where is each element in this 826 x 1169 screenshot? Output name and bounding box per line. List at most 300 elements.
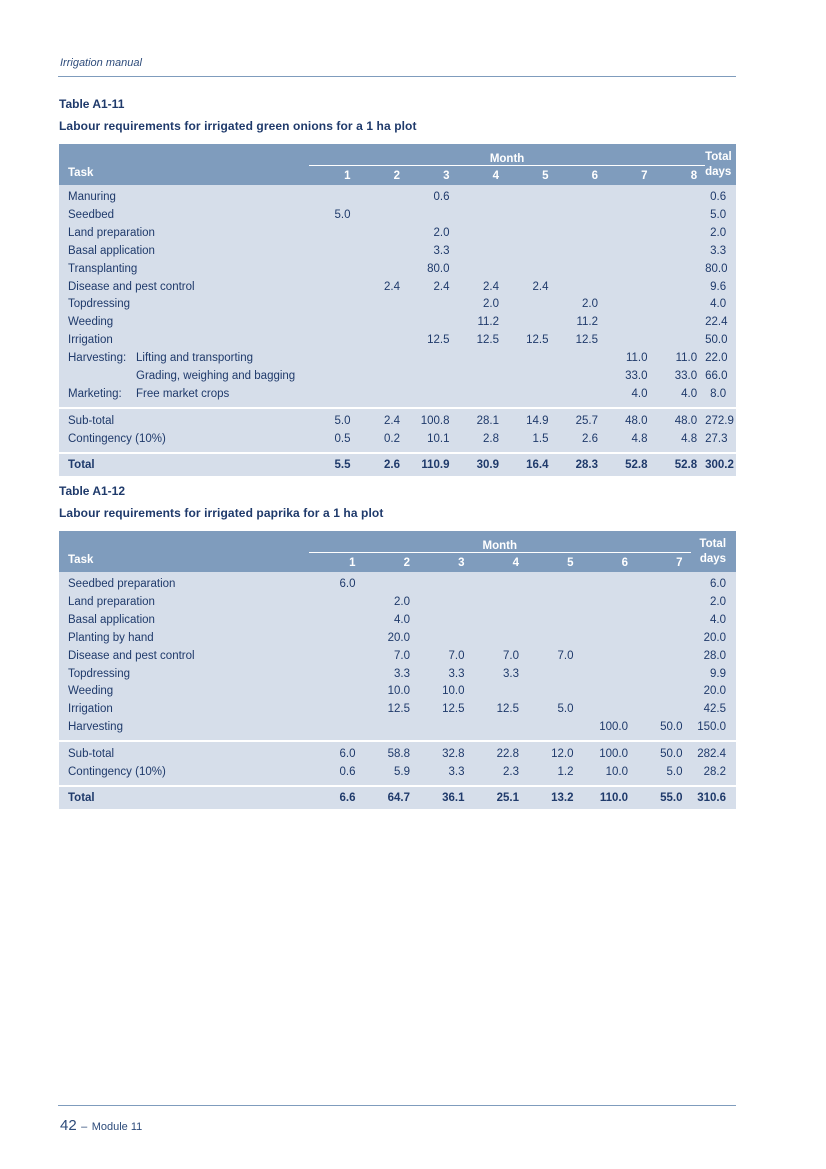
task-cell: Topdressing — [68, 667, 131, 680]
table-row — [59, 207, 736, 225]
month-value-cell — [309, 296, 359, 314]
month-value-cell: 100.0 — [599, 721, 628, 734]
month-value-cell: 80.0 — [427, 262, 450, 275]
table-row — [59, 368, 736, 386]
month-number-header: 1 — [349, 556, 356, 569]
month-value-cell — [636, 612, 691, 630]
grand-total-row — [59, 787, 736, 809]
month-value-cell — [606, 314, 656, 332]
month-value-cell — [636, 648, 691, 666]
month-value-cell: 11.0 — [675, 352, 698, 365]
month-value-cell — [582, 572, 637, 594]
month-value-cell — [636, 666, 691, 684]
month-value-cell — [656, 225, 706, 243]
month-number-header: 2 — [403, 556, 410, 569]
month-value-cell — [507, 296, 557, 314]
total-days-cell: 50.0 — [705, 334, 728, 347]
task-sub-label: Lifting and transporting — [136, 352, 253, 365]
month-value-cell — [507, 350, 557, 368]
month-value-cell: 4.0 — [394, 613, 410, 626]
row-label: Total — [68, 458, 95, 471]
month-value-cell — [418, 572, 473, 594]
table-row — [59, 296, 736, 314]
month-value-cell: 2.4 — [433, 280, 450, 293]
row-label: Sub-total — [68, 748, 115, 761]
table-row — [59, 683, 736, 701]
month-value-cell — [418, 594, 473, 612]
month-number-header: 5 — [567, 556, 574, 569]
month-value-cell: 7.0 — [557, 649, 574, 662]
task-cell: Weeding — [68, 316, 114, 329]
month-value-cell — [557, 261, 607, 279]
month-value-cell — [364, 719, 419, 741]
table-row — [59, 243, 736, 261]
table-row — [59, 719, 736, 741]
month-value-cell: 4.0 — [681, 387, 698, 400]
row-label: Sub-total — [68, 414, 115, 427]
total-days-cell: 22.0 — [705, 352, 728, 365]
month-value-cell: 100.0 — [599, 748, 628, 761]
total-days-cell: 8.0 — [710, 387, 727, 400]
table-title: Labour requirements for irrigated paprika for a 1 ha plot — [59, 506, 384, 520]
total-days-cell: 310.6 — [697, 791, 727, 804]
month-value-cell — [408, 368, 458, 386]
task-cell: Land preparation — [68, 595, 155, 608]
total-days-cell: 2.0 — [710, 226, 727, 239]
month-value-cell — [408, 386, 458, 408]
month-value-cell: 2.4 — [532, 280, 549, 293]
month-value-cell: 58.8 — [387, 748, 410, 761]
month-value-cell — [527, 683, 582, 701]
subtotal-row — [59, 409, 736, 431]
total-days-cell: 66.0 — [705, 370, 728, 383]
month-value-cell: 12.5 — [427, 334, 450, 347]
month-value-cell — [458, 386, 508, 408]
total-days-cell: 0.6 — [710, 191, 727, 203]
month-value-cell — [473, 594, 528, 612]
month-value-cell: 55.0 — [660, 791, 683, 804]
month-value-cell — [309, 683, 364, 701]
month-value-cell — [359, 350, 409, 368]
month-value-cell — [606, 225, 656, 243]
month-value-cell — [606, 332, 656, 350]
month-value-cell: 11.0 — [625, 352, 648, 365]
total-days-cell: 42.5 — [703, 703, 727, 716]
month-value-cell: 5.0 — [334, 414, 351, 427]
month-value-cell: 33.0 — [625, 370, 648, 383]
month-value-cell — [418, 612, 473, 630]
month-value-cell — [408, 207, 458, 225]
month-value-cell — [309, 279, 359, 297]
month-value-cell: 5.5 — [334, 458, 351, 471]
month-number-header: 3 — [458, 556, 465, 569]
task-column-header: Task — [68, 167, 94, 179]
task-cell: Basal application — [68, 244, 155, 257]
task-cell: Topdressing — [68, 298, 131, 311]
month-number-header: 2 — [393, 169, 400, 182]
month-value-cell: 12.5 — [526, 334, 549, 347]
month-value-cell: 2.4 — [384, 414, 400, 427]
table-row — [59, 185, 736, 207]
task-sub-label: Free market crops — [136, 387, 230, 400]
month-value-cell — [557, 207, 607, 225]
task-cell: Disease and pest control — [68, 280, 195, 293]
month-value-cell: 10.0 — [387, 685, 410, 698]
month-value-cell: 0.6 — [339, 766, 356, 779]
month-value-cell — [359, 185, 409, 207]
month-value-cell — [309, 719, 364, 741]
month-value-cell: 12.5 — [387, 703, 410, 716]
month-value-cell — [656, 296, 706, 314]
header-row — [59, 144, 736, 166]
month-value-cell: 12.5 — [442, 703, 465, 716]
month-value-cell: 3.3 — [448, 766, 465, 779]
month-value-cell — [557, 386, 607, 408]
month-value-cell: 2.6 — [582, 432, 598, 445]
total-days-cell: 9.6 — [710, 280, 727, 293]
month-value-cell — [359, 207, 409, 225]
month-value-cell — [359, 332, 409, 350]
month-value-cell — [309, 332, 359, 350]
month-number-header: 1 — [344, 169, 351, 182]
total-days-cell: 5.0 — [710, 208, 727, 221]
month-number-header: 7 — [676, 556, 683, 569]
table-row — [59, 225, 736, 243]
month-value-cell — [582, 683, 637, 701]
task-cell: Seedbed preparation — [68, 578, 176, 590]
total-days-cell: 9.9 — [710, 667, 727, 680]
month-value-cell: 1.5 — [532, 432, 549, 445]
month-value-cell: 50.0 — [660, 721, 683, 734]
month-value-cell — [473, 630, 528, 648]
table-row — [59, 630, 736, 648]
table-number: Table A1-12 — [59, 484, 126, 498]
month-value-cell: 0.2 — [384, 432, 400, 445]
month-value-cell — [473, 683, 528, 701]
month-value-cell: 36.1 — [442, 791, 465, 804]
total-days-cell: 80.0 — [705, 262, 728, 275]
month-value-cell — [309, 648, 364, 666]
month-value-cell: 10.0 — [605, 766, 628, 779]
task-cell: Transplanting — [68, 262, 138, 275]
month-value-cell — [606, 185, 656, 207]
month-number-header: 5 — [542, 169, 549, 182]
month-value-cell: 64.7 — [387, 791, 410, 804]
month-value-cell: 2.0 — [582, 298, 598, 311]
task-cell: Seedbed — [68, 208, 115, 221]
month-value-cell: 4.0 — [631, 387, 648, 400]
month-value-cell: 110.0 — [599, 791, 628, 804]
task-group-label: Harvesting: — [68, 352, 127, 365]
task-cell: Weeding — [68, 685, 114, 698]
month-value-cell: 33.0 — [674, 370, 698, 383]
month-value-cell — [606, 243, 656, 261]
month-value-cell: 5.0 — [557, 703, 574, 716]
month-value-cell: 3.3 — [503, 667, 519, 680]
month-value-cell: 6.0 — [339, 578, 356, 590]
month-value-cell — [458, 243, 508, 261]
month-value-cell — [582, 630, 637, 648]
month-value-cell — [473, 612, 528, 630]
month-value-cell — [557, 279, 607, 297]
footer-separator: – — [81, 1121, 88, 1133]
month-value-cell — [557, 350, 607, 368]
task-cell: Harvesting — [68, 721, 123, 734]
month-value-cell — [309, 612, 364, 630]
month-value-cell: 100.8 — [420, 414, 450, 427]
month-value-cell: 48.0 — [625, 414, 648, 427]
month-value-cell — [309, 368, 359, 386]
month-number-header: 4 — [492, 169, 499, 182]
month-value-cell: 12.0 — [551, 748, 574, 761]
month-value-cell: 0.5 — [334, 432, 351, 445]
month-value-cell — [507, 368, 557, 386]
month-value-cell — [359, 243, 409, 261]
table-row — [59, 332, 736, 350]
task-cell: Irrigation — [68, 334, 113, 347]
total-days-cell: 300.2 — [705, 458, 734, 471]
month-value-cell: 7.0 — [394, 649, 410, 662]
total-days-column-header: Total days — [705, 150, 732, 178]
table-row — [59, 314, 736, 332]
row-label: Total — [68, 791, 95, 804]
month-value-cell: 10.1 — [427, 432, 450, 445]
table-row — [59, 612, 736, 630]
month-value-cell: 52.8 — [674, 458, 698, 471]
month-value-cell: 3.3 — [394, 667, 410, 680]
total-days-cell: 20.0 — [703, 685, 727, 698]
month-value-cell — [458, 350, 508, 368]
month-value-cell — [527, 666, 582, 684]
month-value-cell — [359, 368, 409, 386]
month-value-cell — [656, 243, 706, 261]
month-value-cell — [527, 572, 582, 594]
month-value-cell — [507, 243, 557, 261]
table-row — [59, 572, 736, 594]
table-row — [59, 594, 736, 612]
task-column-header: Task — [68, 554, 94, 566]
month-number-header: 4 — [512, 556, 519, 569]
month-value-cell — [408, 350, 458, 368]
month-value-cell: 110.9 — [421, 458, 450, 471]
month-value-cell: 11.2 — [477, 316, 499, 329]
month-value-cell — [606, 261, 656, 279]
month-value-cell — [527, 594, 582, 612]
total-days-cell: 3.3 — [710, 244, 727, 257]
month-value-cell — [636, 701, 691, 719]
task-cell — [59, 368, 309, 386]
month-value-cell — [309, 350, 359, 368]
month-value-cell — [458, 207, 508, 225]
month-value-cell: 28.1 — [476, 414, 499, 427]
table-row — [59, 350, 736, 368]
task-sub-label: Grading, weighing and bagging — [136, 370, 296, 383]
month-value-cell: 25.7 — [575, 414, 598, 427]
header-rule — [58, 76, 736, 77]
month-value-cell: 20.0 — [387, 631, 410, 644]
page-number: 42 — [60, 1117, 77, 1134]
month-value-cell — [309, 386, 359, 408]
month-value-cell — [507, 225, 557, 243]
month-value-cell: 50.0 — [660, 748, 683, 761]
month-value-cell — [636, 594, 691, 612]
month-value-cell: 22.8 — [496, 748, 519, 761]
month-value-cell — [309, 630, 364, 648]
month-value-cell: 12.5 — [496, 703, 519, 716]
month-value-cell — [359, 225, 409, 243]
month-number-header: 7 — [641, 169, 648, 182]
month-value-cell — [507, 314, 557, 332]
month-value-cell: 5.0 — [334, 208, 351, 221]
total-days-column-header: Total days — [699, 537, 727, 565]
table-a1-11-block — [59, 97, 736, 476]
month-value-cell — [507, 185, 557, 207]
month-value-cell: 6.0 — [339, 748, 356, 761]
total-days-cell: 4.0 — [710, 613, 727, 626]
month-value-cell — [507, 261, 557, 279]
month-value-cell — [557, 225, 607, 243]
month-value-cell — [582, 666, 637, 684]
month-value-cell — [359, 386, 409, 408]
month-value-cell: 1.2 — [557, 766, 574, 779]
month-value-cell: 2.6 — [384, 458, 400, 471]
task-cell: Manuring — [68, 191, 116, 203]
month-value-cell — [582, 594, 637, 612]
month-value-cell — [309, 185, 359, 207]
task-cell: Disease and pest control — [68, 649, 195, 662]
month-value-cell — [458, 185, 508, 207]
total-days-cell: 2.0 — [710, 595, 727, 608]
month-value-cell — [359, 296, 409, 314]
month-value-cell — [606, 279, 656, 297]
total-days-cell: 28.0 — [703, 649, 727, 662]
month-value-cell: 7.0 — [503, 649, 519, 662]
task-cell: Irrigation — [68, 703, 113, 716]
month-value-cell: 12.5 — [476, 334, 499, 347]
total-days-cell: 282.4 — [697, 748, 727, 761]
month-value-cell: 4.8 — [631, 432, 648, 445]
month-number-header: 3 — [443, 169, 450, 182]
contingency-row — [59, 431, 736, 453]
month-value-cell — [606, 296, 656, 314]
month-value-cell — [309, 701, 364, 719]
month-value-cell: 25.1 — [496, 791, 519, 804]
month-column-header: Month — [309, 531, 691, 553]
month-value-cell — [364, 572, 419, 594]
task-cell — [59, 350, 309, 368]
month-value-cell: 3.3 — [448, 667, 465, 680]
month-value-cell — [473, 572, 528, 594]
month-value-cell — [458, 261, 508, 279]
total-days-cell: 28.2 — [703, 766, 727, 779]
grand-total-row — [59, 454, 736, 476]
month-value-cell — [656, 207, 706, 225]
month-value-cell: 7.0 — [448, 649, 465, 662]
month-value-cell — [527, 719, 582, 741]
month-value-cell — [309, 314, 359, 332]
month-value-cell — [582, 648, 637, 666]
month-value-cell: 16.4 — [526, 458, 549, 471]
running-header: Irrigation manual — [60, 57, 142, 69]
month-value-cell: 48.0 — [674, 414, 698, 427]
month-value-cell: 30.9 — [476, 458, 499, 471]
subtotal-row — [59, 742, 736, 764]
total-days-cell: 4.0 — [710, 298, 727, 311]
month-value-cell: 2.4 — [483, 280, 499, 293]
month-value-cell — [418, 630, 473, 648]
month-value-cell — [359, 314, 409, 332]
table-row — [59, 701, 736, 719]
month-value-cell — [656, 261, 706, 279]
month-value-cell — [656, 332, 706, 350]
month-number-header: 8 — [690, 169, 698, 182]
month-value-cell — [309, 666, 364, 684]
month-value-cell: 4.8 — [681, 432, 698, 445]
total-days-cell: 272.9 — [705, 414, 734, 427]
month-value-cell — [582, 701, 637, 719]
header-row — [59, 531, 736, 553]
table-row — [59, 261, 736, 279]
task-cell — [59, 386, 309, 408]
table-row — [59, 666, 736, 684]
table-row — [59, 648, 736, 666]
month-value-cell — [309, 261, 359, 279]
month-value-cell — [656, 314, 706, 332]
month-column-header: Month — [309, 144, 705, 166]
month-value-cell — [636, 683, 691, 701]
task-group-label: Marketing: — [68, 387, 122, 400]
month-value-cell: 2.3 — [503, 766, 519, 779]
month-value-cell — [359, 261, 409, 279]
month-value-cell — [408, 314, 458, 332]
month-value-cell — [636, 630, 691, 648]
month-value-cell: 28.3 — [575, 458, 598, 471]
month-value-cell: 5.0 — [666, 766, 683, 779]
month-value-cell — [656, 185, 706, 207]
month-value-cell — [557, 368, 607, 386]
month-value-cell: 11.2 — [576, 316, 598, 329]
month-value-cell: 3.3 — [433, 244, 450, 257]
contingency-row — [59, 764, 736, 786]
month-value-cell — [309, 225, 359, 243]
month-value-cell: 14.9 — [526, 414, 549, 427]
month-value-cell — [606, 207, 656, 225]
month-value-cell: 2.0 — [483, 298, 499, 311]
table-row — [59, 279, 736, 297]
month-value-cell: 10.0 — [442, 685, 465, 698]
month-value-cell: 32.8 — [442, 748, 465, 761]
month-value-cell — [458, 368, 508, 386]
total-days-cell: 27.3 — [705, 432, 728, 445]
labour-table — [59, 144, 736, 476]
month-value-cell — [418, 719, 473, 741]
month-value-cell — [582, 612, 637, 630]
task-cell: Land preparation — [68, 226, 155, 239]
task-cell: Planting by hand — [68, 631, 154, 644]
footer-rule — [58, 1105, 736, 1106]
month-value-cell — [309, 243, 359, 261]
month-value-cell: 2.8 — [483, 432, 499, 445]
month-value-cell — [557, 185, 607, 207]
row-label: Contingency (10%) — [68, 766, 166, 779]
month-value-cell — [507, 386, 557, 408]
table-title: Labour requirements for irrigated green onions for a 1 ha plot — [59, 119, 417, 133]
table-number: Table A1-11 — [59, 97, 125, 111]
task-cell: Basal application — [68, 613, 155, 626]
month-value-cell — [527, 630, 582, 648]
total-days-cell: 150.0 — [697, 721, 727, 734]
table-a1-12-block — [59, 484, 736, 809]
